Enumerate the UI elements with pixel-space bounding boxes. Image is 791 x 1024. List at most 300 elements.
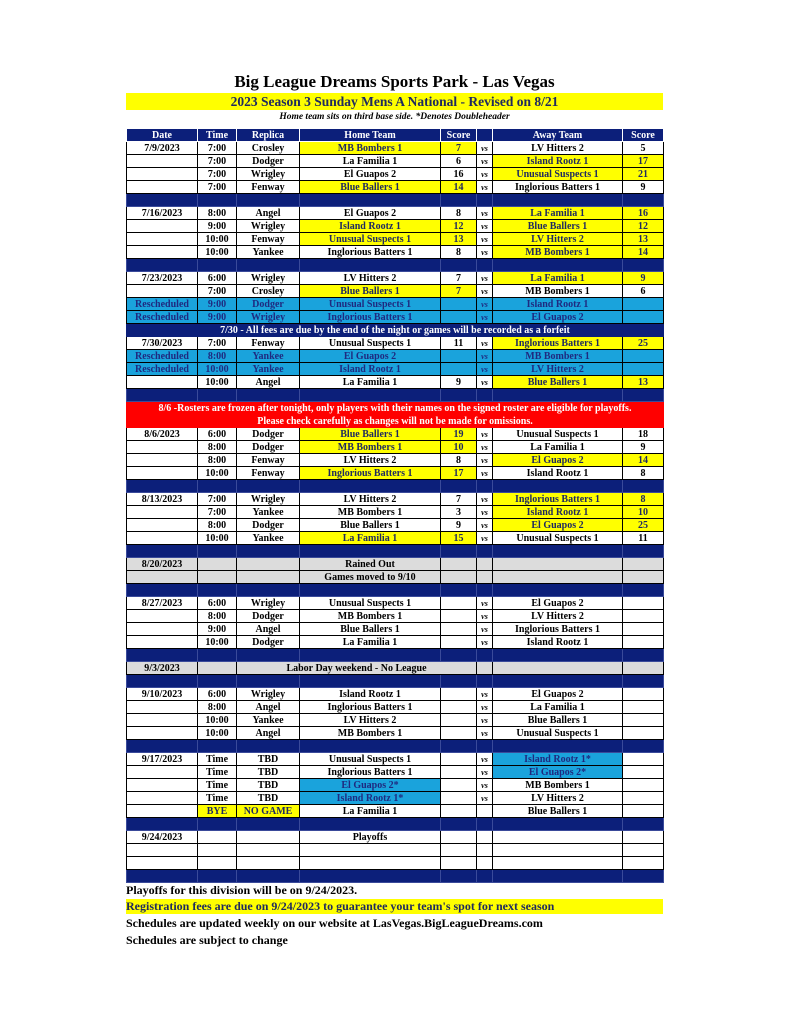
separator-cell [477, 818, 493, 831]
separator-cell [441, 675, 477, 688]
vs-cell: vs [477, 727, 493, 740]
away-score-cell [623, 350, 664, 363]
date-cell: Rescheduled [127, 311, 198, 324]
registration-note: Registration fees are due on 9/24/2023 to guarantee your team's spot for next season [126, 899, 663, 914]
game-row [127, 805, 664, 818]
away-team-cell: La Familia 1 [493, 207, 623, 220]
field-cell: Fenway [237, 181, 300, 194]
date-cell: 9/24/2023 [127, 831, 198, 844]
date-cell: 9/3/2023 [127, 662, 198, 675]
date-cell: 9/17/2023 [127, 753, 198, 766]
away-team-cell: Unusual Suspects 1 [493, 428, 623, 441]
home-team-cell: Unusual Suspects 1 [300, 337, 441, 350]
date-cell: 8/27/2023 [127, 597, 198, 610]
date-cell [127, 285, 198, 298]
date-cell: 8/20/2023 [127, 558, 198, 571]
home-score-cell [441, 688, 477, 701]
home-team-cell: MB Bombers 1 [300, 727, 441, 740]
time-cell [198, 844, 237, 857]
field-cell: Wrigley [237, 597, 300, 610]
separator-cell [198, 675, 237, 688]
home-score-cell [441, 701, 477, 714]
date-cell [127, 857, 198, 870]
game-row [127, 376, 664, 389]
away-score-cell: 8 [623, 493, 664, 506]
away-score-cell [623, 636, 664, 649]
away-team-cell: Unusual Suspects 1 [493, 727, 623, 740]
time-cell: 10:00 [198, 727, 237, 740]
away-score-cell: 9 [623, 181, 664, 194]
away-team-cell: La Familia 1 [493, 701, 623, 714]
home-team-cell: Unusual Suspects 1 [300, 233, 441, 246]
field-cell: TBD [237, 792, 300, 805]
vs-cell: vs [477, 766, 493, 779]
home-team-cell: Island Rootz 1 [300, 688, 441, 701]
separator-cell [493, 259, 623, 272]
time-cell: 9:00 [198, 623, 237, 636]
time-cell: 10:00 [198, 467, 237, 480]
home-score-cell [441, 610, 477, 623]
home-team-cell [300, 857, 441, 870]
vs-cell: vs [477, 636, 493, 649]
date-cell [127, 571, 198, 584]
vs-cell [477, 662, 493, 675]
notice-text: 8/6 -Rosters are frozen after tonight, only players with their names on the signed roster are eligible for playoffs. [127, 402, 664, 415]
away-team-cell: MB Bombers 1 [493, 285, 623, 298]
separator-cell [441, 389, 477, 402]
vs-cell: vs [477, 597, 493, 610]
table-header [127, 129, 664, 142]
vs-cell: vs [477, 714, 493, 727]
separator-cell [493, 194, 623, 207]
home-score-cell [441, 766, 477, 779]
away-score-cell [623, 688, 664, 701]
home-score-cell: 14 [441, 181, 477, 194]
away-score-cell: 9 [623, 272, 664, 285]
home-score-cell [441, 350, 477, 363]
separator-cell [198, 584, 237, 597]
separator-cell [198, 649, 237, 662]
separator-cell [300, 740, 441, 753]
field-cell: Wrigley [237, 272, 300, 285]
field-cell: Wrigley [237, 311, 300, 324]
separator-cell [493, 740, 623, 753]
time-cell: BYE [198, 805, 237, 818]
away-team-cell: Island Rootz 1* [493, 753, 623, 766]
time-cell: 9:00 [198, 220, 237, 233]
home-team-cell: Unusual Suspects 1 [300, 597, 441, 610]
vs-cell: vs [477, 155, 493, 168]
game-row [127, 558, 664, 571]
separator-cell [237, 480, 300, 493]
vs-cell [477, 844, 493, 857]
date-cell [127, 636, 198, 649]
column-header: Date [127, 129, 198, 142]
home-team-cell: La Familia 1 [300, 155, 441, 168]
home-team-cell: Blue Ballers 1 [300, 519, 441, 532]
home-team-cell: El Guapos 2 [300, 168, 441, 181]
game-row [127, 181, 664, 194]
separator-cell [623, 480, 664, 493]
away-score-cell: 13 [623, 376, 664, 389]
time-cell: Time [198, 779, 237, 792]
home-team-note: Home team sits on third base side. *Denotes Doubleheader [279, 112, 510, 122]
date-cell [127, 220, 198, 233]
separator-cell [198, 480, 237, 493]
separator-cell [300, 818, 441, 831]
home-team-cell: Rained Out [300, 558, 441, 571]
date-cell [127, 779, 198, 792]
rescheduled-game-row [127, 363, 664, 376]
away-score-cell: 14 [623, 454, 664, 467]
game-row [127, 597, 664, 610]
home-team-cell: LV Hitters 2 [300, 454, 441, 467]
away-team-cell: LV Hitters 2 [493, 363, 623, 376]
separator-cell [237, 584, 300, 597]
field-cell: Yankee [237, 363, 300, 376]
separator-cell [127, 870, 198, 883]
game-row [127, 246, 664, 259]
game-row [127, 727, 664, 740]
home-score-cell [441, 753, 477, 766]
away-team-cell: LV Hitters 2 [493, 610, 623, 623]
date-cell: Rescheduled [127, 350, 198, 363]
separator-cell [127, 740, 198, 753]
home-team-cell: LV Hitters 2 [300, 272, 441, 285]
home-score-cell [441, 597, 477, 610]
field-cell: Angel [237, 376, 300, 389]
game-row [127, 441, 664, 454]
time-cell: Time [198, 753, 237, 766]
game-row [127, 753, 664, 766]
field-cell: Dodger [237, 155, 300, 168]
time-cell: 10:00 [198, 363, 237, 376]
game-row [127, 792, 664, 805]
home-team-cell: Inglorious Batters 1 [300, 467, 441, 480]
home-score-cell: 8 [441, 246, 477, 259]
separator-cell [441, 259, 477, 272]
time-cell: 7:00 [198, 155, 237, 168]
home-team-cell: La Familia 1 [300, 636, 441, 649]
separator-row [127, 870, 664, 883]
game-row [127, 142, 664, 155]
home-team-cell: La Familia 1 [300, 532, 441, 545]
separator-cell [477, 740, 493, 753]
time-cell: 8:00 [198, 441, 237, 454]
time-cell: 8:00 [198, 701, 237, 714]
separator-cell [477, 675, 493, 688]
away-team-cell [493, 662, 623, 675]
game-row [127, 207, 664, 220]
field-cell: Yankee [237, 532, 300, 545]
away-team-cell: Blue Ballers 1 [493, 714, 623, 727]
field-cell: Dodger [237, 298, 300, 311]
away-team-cell: Inglorious Batters 1 [493, 181, 623, 194]
away-team-cell: La Familia 1 [493, 272, 623, 285]
away-team-cell: Unusual Suspects 1 [493, 532, 623, 545]
field-cell: Fenway [237, 454, 300, 467]
date-cell [127, 233, 198, 246]
separator-cell [477, 870, 493, 883]
vs-cell: vs [477, 220, 493, 233]
field-cell: Angel [237, 727, 300, 740]
time-cell [198, 662, 237, 675]
field-cell: Angel [237, 623, 300, 636]
separator-cell [623, 818, 664, 831]
separator-cell [237, 545, 300, 558]
vs-cell: vs [477, 701, 493, 714]
home-team-cell: MB Bombers 1 [300, 506, 441, 519]
vs-cell: vs [477, 532, 493, 545]
game-row [127, 337, 664, 350]
away-team-cell [493, 558, 623, 571]
separator-row [127, 740, 664, 753]
separator-row [127, 584, 664, 597]
notice-text: Please check carefully as changes will not be made for omissions. [127, 415, 664, 428]
home-team-cell: El Guapos 2* [300, 779, 441, 792]
website-note: Schedules are updated weekly on our website at LasVegas.BigLeagueDreams.com [126, 916, 543, 930]
vs-cell: vs [477, 142, 493, 155]
vs-cell [477, 805, 493, 818]
away-team-cell: El Guapos 2 [493, 688, 623, 701]
vs-cell: vs [477, 454, 493, 467]
separator-cell [237, 194, 300, 207]
home-team-cell: MB Bombers 1 [300, 441, 441, 454]
home-team-cell: Inglorious Batters 1 [300, 701, 441, 714]
rescheduled-game-row [127, 311, 664, 324]
home-score-cell: 15 [441, 532, 477, 545]
field-cell [237, 831, 300, 844]
game-row [127, 571, 664, 584]
vs-cell: vs [477, 441, 493, 454]
away-score-cell [623, 298, 664, 311]
date-cell [127, 610, 198, 623]
separator-row [127, 675, 664, 688]
separator-cell [623, 194, 664, 207]
separator-cell [127, 675, 198, 688]
time-cell [198, 558, 237, 571]
separator-cell [300, 870, 441, 883]
field-cell [237, 857, 300, 870]
game-row [127, 506, 664, 519]
separator-cell [441, 870, 477, 883]
date-cell: Rescheduled [127, 363, 198, 376]
separator-cell [127, 194, 198, 207]
home-team-cell: El Guapos 2 [300, 207, 441, 220]
separator-cell [623, 584, 664, 597]
notice-text: 7/30 - All fees are due by the end of the night or games will be recorded as a forfeit [127, 324, 664, 337]
field-cell [237, 844, 300, 857]
field-cell: Angel [237, 207, 300, 220]
vs-cell: vs [477, 792, 493, 805]
separator-cell [237, 870, 300, 883]
time-cell: 7:00 [198, 337, 237, 350]
column-header: Time [198, 129, 237, 142]
away-team-cell: El Guapos 2 [493, 454, 623, 467]
home-score-cell: 11 [441, 337, 477, 350]
vs-cell: vs [477, 519, 493, 532]
column-header: Home Team [300, 129, 441, 142]
home-score-cell: 7 [441, 142, 477, 155]
home-score-cell: 7 [441, 285, 477, 298]
away-team-cell: Island Rootz 1 [493, 467, 623, 480]
home-team-cell: La Familia 1 [300, 805, 441, 818]
time-cell: 10:00 [198, 246, 237, 259]
separator-cell [127, 545, 198, 558]
page-title: Big League Dreams Sports Park - Las Vegas [234, 72, 555, 91]
away-score-cell: 13 [623, 233, 664, 246]
home-score-cell [441, 831, 477, 844]
separator-cell [493, 389, 623, 402]
field-cell: Wrigley [237, 493, 300, 506]
away-score-cell [623, 753, 664, 766]
vs-cell: vs [477, 623, 493, 636]
separator-cell [623, 389, 664, 402]
time-cell: 8:00 [198, 207, 237, 220]
separator-cell [623, 740, 664, 753]
home-team-cell: Island Rootz 1* [300, 792, 441, 805]
away-score-cell: 8 [623, 467, 664, 480]
field-cell: Fenway [237, 337, 300, 350]
separator-cell [237, 675, 300, 688]
home-score-cell [441, 779, 477, 792]
home-score-cell: 8 [441, 207, 477, 220]
rescheduled-game-row [127, 350, 664, 363]
separator-cell [623, 675, 664, 688]
home-score-cell [441, 636, 477, 649]
away-score-cell [623, 766, 664, 779]
date-cell: 7/30/2023 [127, 337, 198, 350]
away-team-cell [493, 831, 623, 844]
field-cell: TBD [237, 779, 300, 792]
away-score-cell [623, 623, 664, 636]
time-cell: 10:00 [198, 714, 237, 727]
home-score-cell [441, 805, 477, 818]
date-cell [127, 454, 198, 467]
home-score-cell [441, 714, 477, 727]
separator-cell [441, 584, 477, 597]
away-team-cell: El Guapos 2 [493, 519, 623, 532]
date-cell [127, 168, 198, 181]
away-score-cell: 5 [623, 142, 664, 155]
field-cell: Angel [237, 701, 300, 714]
separator-cell [127, 480, 198, 493]
game-row [127, 701, 664, 714]
column-header: Score [441, 129, 477, 142]
away-team-cell: MB Bombers 1 [493, 779, 623, 792]
away-team-cell [493, 857, 623, 870]
date-cell: 8/13/2023 [127, 493, 198, 506]
home-team-cell: LV Hitters 2 [300, 493, 441, 506]
away-score-cell [623, 727, 664, 740]
field-cell: Dodger [237, 428, 300, 441]
home-team-cell: Unusual Suspects 1 [300, 298, 441, 311]
date-cell [127, 441, 198, 454]
away-team-cell: Blue Ballers 1 [493, 220, 623, 233]
away-score-cell: 16 [623, 207, 664, 220]
separator-cell [300, 584, 441, 597]
game-row [127, 857, 664, 870]
separator-row [127, 649, 664, 662]
separator-cell [441, 818, 477, 831]
separator-cell [477, 649, 493, 662]
field-cell: Wrigley [237, 220, 300, 233]
vs-cell: vs [477, 350, 493, 363]
home-team-cell: Blue Ballers 1 [300, 285, 441, 298]
vs-cell: vs [477, 246, 493, 259]
field-cell: Crosley [237, 142, 300, 155]
away-team-cell: Island Rootz 1 [493, 298, 623, 311]
away-score-cell: 18 [623, 428, 664, 441]
separator-cell [477, 480, 493, 493]
date-cell [127, 623, 198, 636]
separator-cell [127, 259, 198, 272]
separator-cell [127, 389, 198, 402]
separator-row [127, 389, 664, 402]
home-score-cell: 17 [441, 467, 477, 480]
away-score-cell [623, 805, 664, 818]
column-header: Score [623, 129, 664, 142]
vs-cell [477, 558, 493, 571]
separator-cell [300, 389, 441, 402]
time-cell: 10:00 [198, 376, 237, 389]
time-cell: 8:00 [198, 610, 237, 623]
date-cell [127, 727, 198, 740]
date-cell [127, 792, 198, 805]
away-team-cell: Island Rootz 1 [493, 155, 623, 168]
separator-cell [300, 545, 441, 558]
separator-cell [127, 649, 198, 662]
date-cell [127, 701, 198, 714]
home-score-cell: 13 [441, 233, 477, 246]
vs-cell: vs [477, 493, 493, 506]
separator-row [127, 194, 664, 207]
time-cell: Time [198, 766, 237, 779]
separator-cell [198, 389, 237, 402]
separator-row [127, 480, 664, 493]
date-cell [127, 844, 198, 857]
separator-cell [300, 480, 441, 493]
game-row [127, 532, 664, 545]
date-cell [127, 467, 198, 480]
game-row [127, 233, 664, 246]
vs-cell: vs [477, 376, 493, 389]
field-cell: Fenway [237, 467, 300, 480]
field-cell: Yankee [237, 506, 300, 519]
separator-cell [441, 480, 477, 493]
date-cell [127, 155, 198, 168]
time-cell: 7:00 [198, 168, 237, 181]
time-cell: 6:00 [198, 688, 237, 701]
home-score-cell: 9 [441, 519, 477, 532]
rescheduled-game-row [127, 298, 664, 311]
vs-cell: vs [477, 506, 493, 519]
separator-cell [477, 545, 493, 558]
away-score-cell [623, 311, 664, 324]
away-team-cell: Unusual Suspects 1 [493, 168, 623, 181]
separator-row [127, 818, 664, 831]
separator-cell [477, 389, 493, 402]
separator-cell [300, 649, 441, 662]
time-cell [198, 857, 237, 870]
date-cell: 7/9/2023 [127, 142, 198, 155]
vs-cell [477, 571, 493, 584]
home-score-cell [441, 311, 477, 324]
away-team-cell [493, 844, 623, 857]
field-cell: Fenway [237, 233, 300, 246]
field-cell: TBD [237, 766, 300, 779]
roster-alert-row [127, 402, 664, 415]
